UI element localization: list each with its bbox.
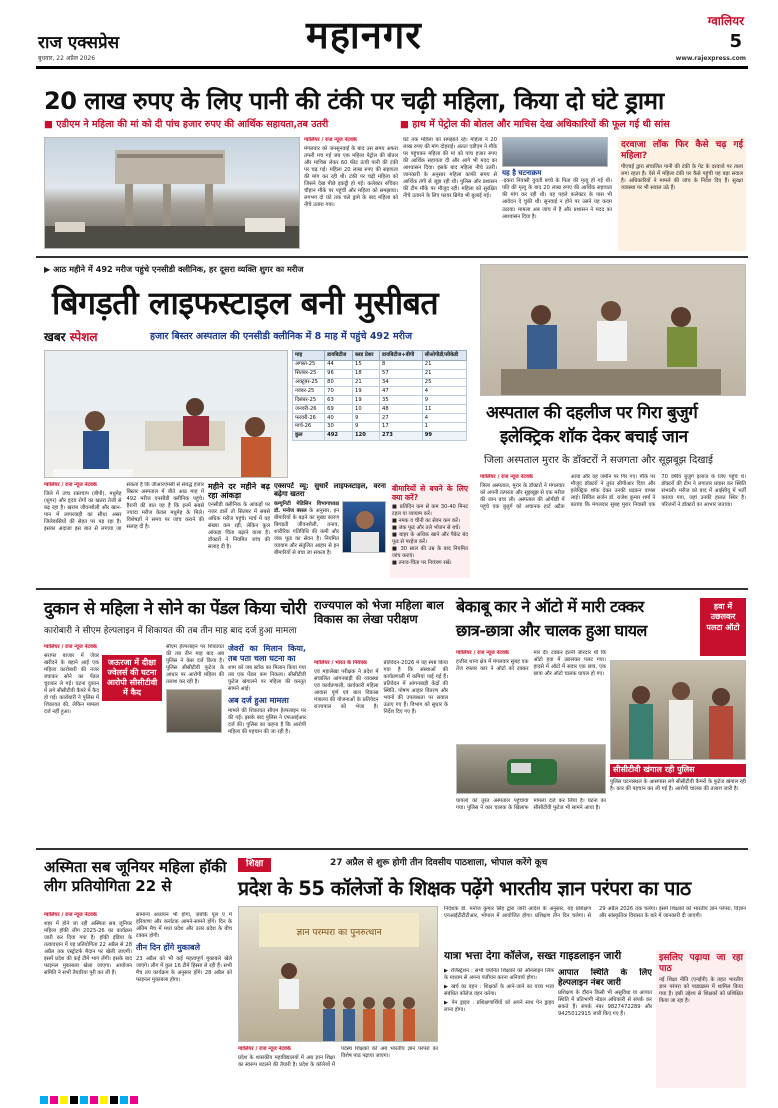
hockey-sub-text: 23 अप्रैल को भी कई महत्वपूर्ण मुकाबले खेले जाएंगे। लीग में कुल 16 टीमें हिस्सा ले रही हैं। सभी मैच तय कार्यक्रम के अनुसार होंगे। 28 अप्रैल को फाइनल मुकाबला होगा। (136, 955, 232, 983)
color-swatch (130, 1096, 138, 1104)
tip-text: 30 साल की उम्र के बाद नियमित जांच कराएं। (392, 546, 468, 560)
lead-photo-tank (44, 137, 300, 249)
table-cell: 15 (353, 360, 380, 369)
lead-column-2 (403, 137, 497, 251)
health-box-trend-text: एनसीडी क्लीनिक के आंकड़ों पर नजर डालें तो सितंबर में सबसे अधिक मरीज पहुंचे। मार्च में यह संख्या कम रही, लेकिन कुल आंकड़ा चिंता बढ़ाने वाला है। डॉक्टरों ने नियमित जांच की सलाह दी है। (208, 502, 270, 551)
letter-headline: राज्यपाल को भेजा महिला बाल विकास का लेखा परीक्षण (314, 598, 444, 627)
tip-item: ■ नमक व चीनी का सेवन कम करें। (392, 518, 460, 525)
table-cell: 4 (422, 387, 466, 396)
accident-photo-crowd (610, 660, 746, 760)
shock-body-text-2: सिविल सर्जन डॉ. राजेश कुमार शर्मा ने बताया कि मंगलवार सुबह मुरार निवासी एक 70 वर्षीय बुजुर्ग इलाज के लिए पहुंचे थे। डॉक्टरों की टीम ने लगातार प्रयास कर स्थिति संभाली। मरीज को बाद में आईसीयू में भर्ती कराया गया, जहां उनकी हालत स्थिर है। परिजनों ने डॉक्टरों का आभार जताया। (570, 474, 746, 509)
theft-quote-box (102, 655, 162, 701)
accident-body2-text: घायलों को तुरंत अस्पताल पहुंचाया गया। पुलिस ने कार चालक के खिलाफ मामला दर्ज कर लिया है। घटना का सीसीटीवी फुटेज भी सामने आया है। (456, 798, 606, 812)
color-swatch (90, 1096, 98, 1104)
table-cell: 10 (353, 405, 380, 414)
shock-body-text: जिला अस्पताल, मुरार के डॉक्टरों ने मंगलवार को अपनी तत्परता और सूझबूझ से एक मरीज की जान बचा ली। अस्पताल की ओपीडी में पहुंचे एक बुजुर्ग को अचानक हार्ट अटैक आया और वह जमीन पर गिर गए। मौके पर मौजूद डॉक्टरों ने तुरंत सीपीआर दिया और इलेक्ट्रिक शॉक देकर उनकी धड़कन वापस लाई। (480, 474, 656, 511)
theft-sub-text: शाम को जब स्टॉक का मिलान किया गया तब एक पेंडल कम निकला। सीसीटीवी फुटेज खंगालने पर महिला की करतूत सामने आई। (228, 665, 306, 693)
table-cell: 273 (380, 431, 423, 440)
color-swatch (70, 1096, 78, 1104)
table-cell: 34 (380, 378, 423, 387)
edu-helpline-title: आपात स्थिति के लिए हेल्पलाइन नंबर जारी (558, 968, 652, 989)
table-cell: 9 (353, 422, 380, 431)
expert-portrait (343, 502, 386, 553)
edu-byline: ग्वालियर / राज न्यूज नेटवर्क (238, 1046, 291, 1052)
website-url: www.rajexpress.com (675, 55, 746, 62)
edu-sub1-title: यात्रा भत्ता देगा कॉलेज, सख्त गाइडलाइन जारी (444, 950, 622, 962)
table-row (293, 396, 467, 405)
section-title: महानगर (306, 13, 422, 57)
health-headline: बिगड़ती लाइफस्टाइल बनी मुसीबत (52, 284, 439, 322)
color-swatch (110, 1096, 118, 1104)
lead-box-title: यह है घटनाक्रम (502, 169, 542, 177)
lead-column-3 (502, 137, 612, 251)
guideline-item: ▶ पेन ड्राइव : प्रशिक्षणार्थियों को अपने साथ पेन ड्राइव लाना होगा। (444, 1000, 554, 1014)
color-swatch (80, 1096, 88, 1104)
edu-body-2 (444, 906, 746, 946)
theft-body-2 (166, 644, 224, 840)
accident-cctv-box (610, 764, 746, 840)
health-kicker: ▶ आठ महीने में 492 मरीज पहुंचे एनसीडी क्लीनिक, हर दूसरा व्यक्ति शुगर का मरीज (44, 264, 304, 274)
th-month: माह (293, 351, 325, 361)
edu-body-text: प्रदेश के शासकीय महाविद्यालयों में अब ज्ञान शिक्षा का स्वरूप बदलने की तैयारी है। प्रदेश के कॉलेजों में पदस्थ शिक्षकों को अब भारतीय ज्ञान परंपरा का विशेष पाठ पढ़ाया जाएगा। (238, 1046, 438, 1069)
color-swatch (100, 1096, 108, 1104)
theft-deck: कारोबारी ने सीएम हेल्पलाइन में शिकायत की तब तीन माह बाद दर्ज हुआ मामला (44, 626, 297, 636)
table-cell: 4 (422, 414, 466, 423)
page-number: 5 (729, 31, 742, 52)
health-box-trend (208, 482, 270, 578)
table-cell: 69 (325, 405, 353, 414)
lead-sidebar-title: दरवाजा लॉक फिर कैसे चढ़ गई महिला? (621, 140, 743, 161)
th-diabetes: डायबिटीज (325, 351, 353, 361)
edu-reason-text: नई शिक्षा नीति (एनईपी) के तहत भारतीय ज्ञान परंपरा को पाठ्यक्रम में शामिल किया गया है। इसी उद्देश्य से शिक्षकों को प्रशिक्षित किया जा रहा है। (659, 976, 743, 1004)
lead-deck-2: ■ हाथ में पेट्रोल की बोतल और माचिस देख अधिकारियों की फूल गई थी सांस (400, 119, 670, 130)
theft-cctv-photo (166, 689, 222, 733)
lead-col1b-text: टंकी पर चढ़ी महिला को जिसने देख पीछे इकट्ठी हो गई। कलेक्टर रुचिका चौहान मौके पर पहुंचीं और महिला को समझाया। लगभग दो घंटे तक चले ड्रामे के बाद महिला को नीचे उतारा गया। (304, 174, 398, 209)
hockey-body-text-2: इसके बाद फाइनल मुकाबला खेला जाएगा। आयोजन समिति ने सभी तैयारियां पूरी कर ली हैं। (44, 956, 132, 977)
accident-body-text: हजीरा थाना क्षेत्र में मंगलवार सुबह एक तेज रफ्तार कार ने ऑटो को टक्कर मार दी। टक्कर इतनी जोरदार थी कि ऑटो हवा में उछलकर पलट गया। हादसे में ऑटो में सवार एक छात्र, एक छात्रा और ऑटो चालक घायल हो गए। (456, 650, 606, 678)
tips-title: बीमारियों से बचने के लिए क्या करें? (392, 484, 468, 502)
expert-name: कम्युनिटी मेडिसिन विभागाध्यक्ष डॉ. मनोज बंसल (274, 500, 339, 514)
ncd-table (292, 350, 467, 480)
clinic-illustration (45, 351, 288, 478)
table-cell: 492 (325, 431, 353, 440)
crowd-illustration (611, 661, 746, 760)
table-cell: 21 (422, 369, 466, 378)
table-cell: 99 (422, 431, 466, 440)
shock-headline-2: इलेक्ट्रिक शॉक देकर बचाई जान (500, 427, 688, 447)
table-row (293, 422, 467, 431)
expert-photo (342, 501, 386, 553)
lead-deck-2-text: हाथ में पेट्रोल की बोतल और माचिस देख अधिकारियों की फूल गई थी सांस (412, 119, 670, 130)
table-cell: 18 (353, 369, 380, 378)
lead-col1-text: मंगलवार को जनसुनवाई के बाद उस समय अफरा तफरी मच गई जब एक महिला पेट्रोल की बोतल और माचिस लेकर 60 फीट ऊंची पानी की टंकी पर चढ़ गई। महिला 20 लाख रुपए की सहायता की मांग कर रही थी। (304, 146, 398, 181)
table-cell: 9 (422, 396, 466, 405)
tip-text: बाहर के अधिक खाने और पैकेट बंद फूड से परहेज करें। (392, 532, 468, 546)
table-cell: फरवरी-26 (293, 414, 325, 423)
table-cell: 17 (380, 422, 423, 431)
lead-inset-photo (502, 137, 608, 167)
ncd-data-table (292, 350, 467, 441)
tip-text: तनाव-चिंता पर नियंत्रण रखें। (398, 560, 452, 567)
hockey-headline: अस्मिता सब जूनियर महिला हॉकी लीग प्रतियोगिता 22 से (44, 858, 227, 895)
table-cell: 70 (325, 387, 353, 396)
edu-body3-text: से 29 अप्रैल 2026 तक चलेगा। इसमें शिक्षकों को भारतीय ज्ञान परंपरा, विज्ञान और सांस्कृतिक विरासत के बारे में जानकारी दी जाएगी। (587, 906, 746, 920)
print-color-bar (40, 1096, 740, 1106)
th-bp: ब्लड प्रेशर (353, 351, 380, 361)
tip-text: प्रतिदिन कम से कम 30-40 मिनट टहल या व्यायाम करें। (392, 504, 468, 518)
table-cell: 57 (380, 369, 423, 378)
table-cell: दिसंबर-25 (293, 396, 325, 405)
hockey-body (44, 912, 132, 1088)
theft-headline: दुकान से महिला ने सोने का पेंडल किया चोरी (44, 599, 307, 619)
label-special: स्पेशल (69, 330, 98, 344)
issue-date: बुधवार, 22 अप्रैल 2026 (38, 55, 96, 62)
health-expert-view (274, 482, 386, 578)
shock-deck: जिला अस्पताल मुरार के डॉक्टरों ने सजगता और सूझबूझ दिखाई (484, 455, 713, 466)
cctv-text: पुलिस घटनास्थल के आसपास लगे सीसीटीवी कैमरों के फुटेज खंगाल रही है। कार की पहचान कर ली गई है। आरोपी चालक की तलाश जारी है। (610, 778, 746, 792)
table-cell: सितंबर-25 (293, 369, 325, 378)
hockey-body-text: शहर में होने जा रही अस्मिता सब जूनियर महिला हॉकी लीग 2025-26 का कार्यक्रम जारी कर दिया गया है। हॉकी इंडिया के तत्वावधान में यह प्रतियोगिता 22 अप्रैल से 28 अप्रैल तक एस्ट्रोटर्फ मैदान पर खेली जाएगी। इसमें प्रदेश की कई टीमें भाग लेंगी। (44, 921, 132, 963)
table-row (293, 387, 467, 396)
edu-helpline-text: प्रशिक्षण के दौरान किसी भी असुविधा या आपात स्थिति में प्रतिभागी नोडल अधिकारी से संपर्क कर सकते हैं। संपर्क नंबर 9827472289 और 9425012915 जारी किए गए हैं। (558, 990, 652, 1018)
shock-photo (480, 264, 746, 396)
label-khabar: खबर (44, 330, 66, 344)
theft-sub (228, 644, 306, 840)
tip-item: ■ जंक फूड और तले भोजन से बचें। (392, 525, 461, 532)
theft-body-text: सराफा बाजार में जेवर खरीदने के बहाने आई एक महिला कारोबारी की नजर बचाकर सोने का पेंडल चुराकर ले गई। घटना दुकान में लगे सीसीटीवी कैमरे में कैद हो गई। कारोबारी ने पुलिस में शिकायत की, लेकिन मामला दर्ज नहीं हुआ। (44, 653, 99, 716)
accident-body (456, 650, 606, 742)
hockey-body-3 (136, 912, 232, 1088)
edu-reason-box (656, 950, 746, 1088)
lead-sidebar (618, 137, 746, 251)
table-cell: 19 (353, 396, 380, 405)
tip-item: ■ 30 साल की उम्र के बाद नियमित जांच कराएं। (392, 546, 468, 560)
table-cell: 80 (325, 378, 353, 387)
divider-1 (36, 256, 748, 258)
color-swatch (120, 1096, 128, 1104)
masthead-rule (36, 66, 748, 69)
lead-col3-text: -इकरा निवासी युवती बच्चे के पिता की मृत्यु हो गई थी। पति की मृत्यु के बाद 20 लाख रुपए की आर्थिक सहायता की मांग कर रही थी। वह पहले कलेक्टर के पास भी आवेदन दे चुकी थी। सुनवाई न होने पर उसने यह कदम उठाया। मामला अब जांच में है और प्रशासन ने मदद का आश्वासन दिया है। (502, 178, 612, 220)
guideline-text: रजिस्ट्रेशन : सभी चयनित शिक्षकों को ऑनलाइन लिंक के माध्यम से अपना पंजीयन करना अनिवार्य होगा। (444, 968, 554, 982)
letter-body (314, 660, 448, 840)
edu-headline: प्रदेश के 55 कॉलेजों के शिक्षक पढ़ेंगे भारतीय ज्ञान परंपरा का पाठ (238, 877, 691, 900)
table-cell: 1 (422, 422, 466, 431)
tip-item: ■ बाहर के अधिक खाने और पैकेट बंद फूड से परहेज करें। (392, 532, 468, 546)
edu-reason-title: इसलिए पढ़ाया जा रहा पाठ (659, 953, 743, 974)
health-subhead: हजार बिस्तर अस्पताल की एनसीडी क्लीनिक में 8 माह में पहुंचे 492 मरीज (150, 331, 413, 342)
health-box-trend-title: महीने दर महीने बढ़ रहा आंकड़ा (208, 482, 270, 501)
color-swatch (50, 1096, 58, 1104)
health-kicker-text: आठ महीने में 492 मरीज पहुंचे एनसीडी क्लीनिक, हर दूसरा व्यक्ति शुगर का मरीज (53, 264, 304, 274)
expert-view-title: एक्सपर्ट व्यू: सुधारें लाइफस्टाइल, वरना बढ़ेगा खतरा (274, 482, 386, 499)
table-cell: कुल (293, 431, 325, 440)
divider-3 (36, 848, 748, 850)
table-cell: 47 (380, 387, 423, 396)
shock-body (480, 474, 746, 578)
hospital-illustration (481, 265, 746, 396)
edu-body (238, 1046, 438, 1088)
letter-body-text: एवं महालेखा परीक्षक ने प्रदेश में संचालित आंगनबाड़ी की व्यवस्था एवं कार्यप्रणाली, कार्यकारी महिला आवास पूर्ण एवं बाल विकास मंत्रालय की योजनाओं के प्रतिवेदन राज्यपाल को भेजा है। प्रतिवेदन-2026 में यह स्पष्ट किया गया है कि संस्थाओं की कार्यप्रणाली में कमियां पाई गई हैं। (314, 660, 448, 711)
table-cell: 40 (325, 414, 353, 423)
edu-banner-text: ज्ञान परम्परा का पुनरुत्थान (296, 928, 382, 938)
accident-tag: हवा में उछलकर पलटा ऑटो (700, 598, 746, 656)
divider-2 (36, 588, 748, 590)
color-swatch (60, 1096, 68, 1104)
overturned-auto-illustration (457, 745, 606, 794)
table-cell: नवंबर-25 (293, 387, 325, 396)
edu-tag: शिक्षा (238, 858, 271, 872)
accident-body-2 (456, 798, 606, 840)
seminar-illustration (239, 907, 438, 1042)
th-diab-bp: डायबिटीज+बीपी (380, 351, 423, 361)
edu-sub1-list (444, 968, 554, 1088)
lead-deck-1-text: एडीएम ने महिला की मां को दी पांच हजार रुपए की आर्थिक सहायता,तब उतरी (56, 119, 329, 130)
tip-item: ■ तनाव-चिंता पर नियंत्रण रखें। (392, 560, 452, 567)
health-tips-box (390, 482, 470, 578)
theft-sub-title: जेवरों का मिलान किया, तब पता चला घटना का (228, 644, 306, 663)
guideline-text: पेन ड्राइव : प्रशिक्षणार्थियों को अपने साथ पेन ड्राइव लाना होगा। (444, 1000, 554, 1014)
theft-sub-title-2: अब दर्ज हुआ मामला (228, 696, 289, 706)
health-label (44, 330, 98, 346)
table-cell: 30 (325, 422, 353, 431)
guideline-item: ▶ खर्च का वहन : शिक्षकों के आने-जाने का यात्रा भत्ता संबंधित कॉलेज वहन करेगा। (444, 984, 554, 998)
table-cell: 35 (380, 396, 423, 405)
masthead (36, 10, 748, 66)
accident-headline-2: छात्र-छात्रा और चालक हुआ घायल (456, 621, 647, 640)
theft-byline: ग्वालियर / राज न्यूज नेटवर्क (44, 644, 97, 650)
table-cell: अक्टूबर-25 (293, 378, 325, 387)
accident-byline: ग्वालियर / राज न्यूज नेटवर्क (456, 650, 509, 656)
guideline-item: ▶ रजिस्ट्रेशन : सभी चयनित शिक्षकों को ऑनलाइन लिंक के माध्यम से अपना पंजीयन करना अनिवार्य होगा। (444, 968, 554, 982)
hockey-body3-text: सामान्य अध्ययन भी होगा, जबकि पूल ए में हरियाणा और कर्नाटक आमने-सामने होंगे। दिन के अंतिम मैच में मध्य प्रदेश और उत्तर प्रदेश के बीच टक्कर होगी। (136, 912, 232, 940)
table-row (293, 369, 467, 378)
table-cell: 21 (353, 378, 380, 387)
theft-quote-text: जऊरजा में दीक्षा ज्वेलर्स की घटना आरोपी सीसीटीवी में कैद (106, 658, 158, 698)
health-byline: ग्वालियर / राज न्यूज नेटवर्क (44, 482, 97, 488)
shock-byline: ग्वालियर / राज न्यूज नेटवर्क (480, 474, 533, 480)
table-total-row (293, 431, 467, 440)
lead-sidebar-text: पीएचई द्वारा संचालित पानी की टंकी के गेट के दरवाजे पर ताला लगा रहता है। ऐसे में महिला टंकी पर कैसे पहुंची यह बड़ा सवाल है। अधिकारियों ने मामले की जांच के निर्देश दिए हैं। सुरक्षा व्यवस्था पर भी सवाल उठे हैं। (621, 163, 743, 191)
table-row (293, 405, 467, 414)
lead-headline: 20 लाख रुपए के लिए पानी की टंकी पर चढ़ी महिला, किया दो घंटे ड्रामा (44, 87, 664, 115)
brand-name: राज एक्सप्रेस (38, 33, 120, 53)
tip-text: नमक व चीनी का सेवन कम करें। (398, 518, 460, 525)
health-body-text: जिले में उच्च रक्तचाप (बीपी), मधुमेह (शुगर) और हृदय रोगों का खतरा तेजी से बढ़ रहा है। खराब जीवनशैली और खान-पान में लापरवाही का सीधा असर जिलेवासियों की सेहत पर पड़ रहा है। इसका अंदाजा इस बात से लगाया जा सकता है कि जीआरएमसी से संबद्ध हजार बिस्तर अस्पताल में बीते आठ माह में 492 मरीज एनसीडी क्लीनिक पहुंचे। हैरानी की बात यह है कि इनमें सबसे ज्यादा मरीज केवल मधुमेह के मिले। विशेषज्ञों ने समय पर जांच कराने की सलाह दी है। (44, 482, 204, 533)
theft-body (44, 644, 162, 840)
table-cell: 44 (325, 360, 353, 369)
cctv-title: सीसीटीवी खंगाल रही पुलिस (610, 764, 746, 777)
edu-photo-seminar (238, 906, 438, 1042)
lead-deck-1: ■ एडीएम ने महिला की मां को दी पांच हजार रुपए की आर्थिक सहायता,तब उतरी (44, 119, 329, 130)
accident-headline-1: बेकाबू कार ने ऑटो में मारी टक्कर (456, 597, 644, 616)
city-name: ग्वालियर (707, 14, 744, 28)
table-row (293, 414, 467, 423)
hockey-byline: ग्वालियर / राज न्यूज नेटवर्क (44, 912, 97, 918)
lead-col2-text: घंटे तक महिला को समझाते रहे। महिला ने 20 लाख रुपए की मांग दोहराई। अंततः एडीएम ने मौके पर पहुंचकर महिला की मां को पांच हजार रुपए की आर्थिक सहायता दी और आगे भी मदद का आश्वासन दिया। इसके बाद महिला नीचे उतरी। (403, 137, 497, 172)
table-cell: 21 (422, 360, 466, 369)
theft-body2-text: सीएम हेल्पलाइन पर शिकायत की तब तीन माह बाद अब पुलिस ने केस दर्ज किया है। पुलिस सीसीटीवी फुटेज के आधार पर आरोपी महिला की तलाश कर रही है। (166, 644, 224, 686)
tip-text: जंक फूड और तले भोजन से बचें। (398, 525, 461, 532)
water-tank-illustration (45, 138, 300, 249)
table-cell: 27 (380, 414, 423, 423)
table-cell: मार्च-26 (293, 422, 325, 431)
lead-column-1 (304, 137, 398, 251)
edu-kicker: 27 अप्रैल से शुरू होगी तीन दिवसीय पाठशाला, भोपाल करेंगे कूच (330, 858, 548, 868)
health-photo-clinic (44, 350, 288, 478)
accident-photo-scene (456, 744, 606, 794)
expert-text: के अनुसार, इन बीमारियों के बढ़ने का मुख्य कारण बिगड़ती जीवनशैली, तनाव, शारीरिक गतिविधि की कमी और जंक फूड का सेवन है। नियमित व्यायाम और संतुलित आहार से इन बीमारियों से बचा जा सकता है। (274, 507, 339, 556)
lead-byline: ग्वालियर / राज न्यूज नेटवर्क (304, 137, 357, 143)
table-cell: 19 (353, 387, 380, 396)
shock-headline-1: अस्पताल की दहलीज पर गिरा बुजुर्ग (486, 403, 698, 423)
letter-byline: ग्वालियर / भारत के नियंत्रक (314, 660, 367, 666)
lead-col2b-text: जानकारी के अनुसार महिला काफी समय से आर्थिक तंगी से जूझ रही थी। पुलिस और प्रशासन की टीम मौके पर मौजूद रही। महिला को सुरक्षित नीचे उतारने के लिए फायर ब्रिगेड भी बुलाई गई। (403, 172, 497, 200)
table-cell: 48 (380, 405, 423, 414)
guideline-text: खर्च का वहन : शिक्षकों के आने-जाने का यात्रा भत्ता संबंधित कॉलेज वहन करेगा। (444, 984, 554, 998)
health-body (44, 482, 204, 578)
table-cell: 8 (380, 360, 423, 369)
table-cell: अगस्त-25 (293, 360, 325, 369)
edu-body2-text: निदेशक डॉ. मनोज कुमार सिंह द्वारा जारी आदेश के अनुसार, यह प्रशिक्षण एनआईटीटीटीआर, भोपाल में आयोजित होगा। प्रशिक्षण तीन दिन चलेगा। (444, 906, 591, 920)
table-row (293, 360, 467, 369)
table-cell: 120 (353, 431, 380, 440)
color-swatch (40, 1096, 48, 1104)
table-row (293, 378, 467, 387)
hockey-sub-title: तीन दिन होंगे मुकाबले (136, 943, 201, 953)
table-cell: 96 (325, 369, 353, 378)
table-cell: 9 (353, 414, 380, 423)
letter-body-text-2: प्रतिवेदन में आंगनबाड़ी केंद्रों की स्थिति, पोषण आहार वितरण और भवनों की उपलब्धता पर सवाल उठाए गए हैं। विभाग को सुधार के निर्देश दिए गए हैं। (383, 681, 448, 716)
theft-sub-text-2: मामले की शिकायत सीएम हेल्पलाइन पर की गई। इसके बाद पुलिस ने एफआईआर दर्ज की। पुलिस का कहना है कि आरोपी महिला की पहचान की जा रही है। (228, 707, 306, 735)
table-cell: 11 (422, 405, 466, 414)
table-cell: जनवरी-26 (293, 405, 325, 414)
tip-item: ■ प्रतिदिन कम से कम 30-40 मिनट टहल या व्यायाम करें। (392, 504, 468, 518)
edu-helpline-box (558, 968, 652, 1088)
th-copd: सीओपीडी/सीकेडी (422, 351, 466, 361)
ncd-table-header (293, 351, 467, 361)
table-cell: 25 (422, 378, 466, 387)
table-cell: 63 (325, 396, 353, 405)
